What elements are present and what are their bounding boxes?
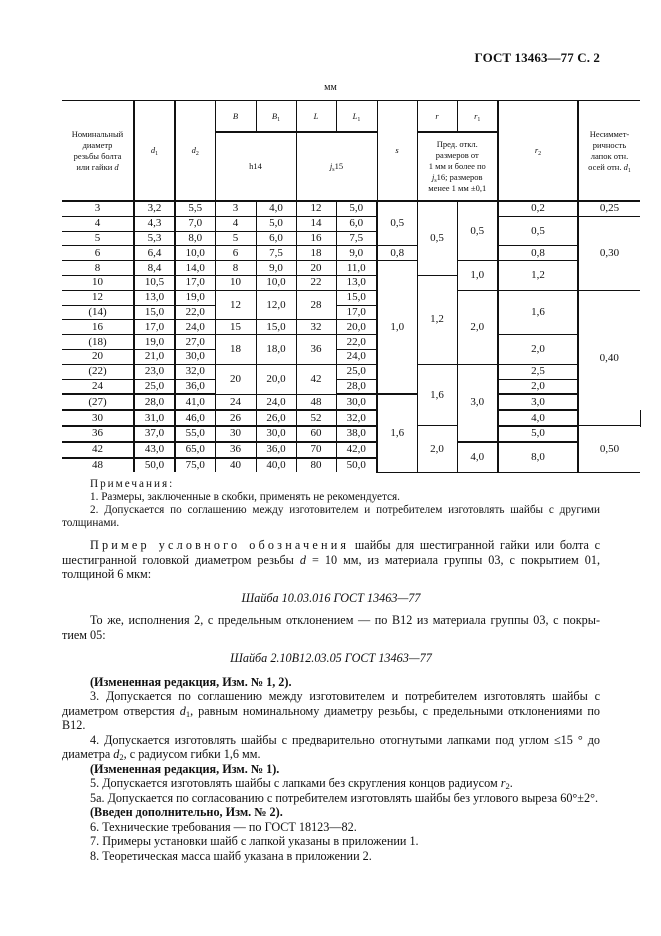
table-row: 36 37,0 55,0 30 30,0 60 38,0 2,0 5,0 0,50 [62, 426, 640, 442]
col-header-nominal: Номинальный диаметр резьбы болта или гайки d [62, 101, 134, 202]
col-header-B: B [215, 101, 256, 133]
designation-2: Шайба 2.10B12.03.05 ГОСТ 13463—77 [230, 651, 432, 665]
table-row: 42 43,0 65,0 36 36,0 70 42,0 4,0 8,0 [62, 442, 640, 458]
col-header-r1: $r_1$ [457, 101, 498, 133]
col-header-L1: $L_1$ [336, 101, 377, 133]
clause-5a: 5а. Допускается по согласованию с потребителем изготовлять шайбы без углового выреза 60°±2°. [90, 790, 598, 805]
table-row: 3 3,2 5,5 3 4,0 12 5,0 0,5 0,5 0,5 0,2 0,25 [62, 201, 640, 216]
example-lead: Пример условного обозначения [90, 538, 350, 552]
designation-1: Шайба 10.03.016 ГОСТ 13463—77 [241, 590, 421, 605]
table-row: (22) 23,0 32,0 20 20,0 42 25,0 1,6 3,0 2,5 [62, 364, 640, 379]
col-header-B1: $B_1$ [256, 101, 296, 133]
notes-heading: Примечания: [90, 478, 175, 490]
tolerance-r-note: Пред. откл. размеров от 1 мм и более по $j_s16$; размеров менее 1 мм ±0,1 [417, 132, 498, 201]
clause-3: 3. Допускается по соглашению между изготовителем и потребителем изготовлять шайбы с диаметром отверстия $d_1$, равным номинальному диаметру резьбы, с предельными отклонениями по B12. [62, 689, 600, 732]
clause-8: 8. Теоретическая масса шайб указана в приложении 2. [90, 848, 372, 863]
table-row: 10 10,5 17,0 10 10,0 22 13,0 1,2 [62, 275, 640, 290]
designation-example: Пример условного обозначения шайбы для шестигранной гайки или болта с шестигранной головкой диаметром резьбы d = 10 мм, из материала группы 03, с покрытием 01, толщиной 6 мкм: Шайба 10.03.016 ГОСТ 13463—77 То же, исполнения 2, с предельным отклонением — по B12 из материала группы 03, с покры-тием 05: Шайба 2.10B12.03.05 ГОСТ 13463—77 (Измененная редакция, Изм. № 1, 2). 3. Допускается по соглашению между изготовителем и потребителем изготовлять шайбы с диаметром отверстия $d_1$, равным номинальному диаметру резьбы, с предельными отклонениями по B12. 4. Допускается изготовлять шайбы с предварительно отогнутыми лапками под углом ≤15 ° до диаметра $d_2$, с радиусом гибки 1,6 мм. (Измененная редакция, Изм. № 1). 5. Допускается изготовлять шайбы с лапками без скругления концов радиусом $r_2$. 5а. Допускается по согласованию с потребителем изготовлять шайбы без углового выреза 60°±2°. (Введен дополнительно, Изм. № 2). 6. Технические требования — по ГОСТ 18123—82. 7. Примеры установки шайб с лапкой указаны в приложении 1. 8. Теоретическая масса шайб указана в приложении 2. [62, 538, 600, 863]
col-header-asymmetry: Несиммет- ричность лапок отн. осей отн. $d_1$ [578, 101, 640, 202]
tolerance-h14: h14 [215, 132, 296, 201]
notes-section [62, 478, 600, 530]
amendment-note: (Измененная редакция, Изм. № 1). [90, 761, 280, 776]
table-row: 8 8,4 14,0 8 9,0 20 11,0 1,0 1,0 1,2 [62, 261, 640, 276]
clause-7: 7. Примеры установки шайб с лапкой указаны в приложении 1. [90, 834, 419, 848]
col-header-r: r [417, 101, 457, 133]
table-row: (27) 28,0 41,0 24 24,0 48 30,0 1,6 3,0 [62, 394, 640, 410]
amendment-note: (Введен дополнительно, Изм. № 2). [90, 805, 283, 819]
table-row: 12 13,0 19,0 12 12,0 28 15,0 2,0 1,6 0,40 [62, 290, 640, 305]
col-header-d1: $d_1$ [134, 101, 175, 202]
table-row: 48 50,0 75,0 40 40,0 80 50,0 [62, 458, 640, 473]
tolerance-js15: $j_s15$ [296, 132, 377, 201]
table-row: (14) 15,0 22,0 17,0 [62, 305, 640, 320]
clause-5: 5. Допускается изготовлять шайбы с лапками без скругления концов радиусом $r_2$. [90, 776, 513, 791]
amendment-note: (Измененная редакция, Изм. № 1, 2). [90, 674, 292, 689]
same-example-text: То же, исполнения 2, с предельным отклонением — по B12 из материала группы 03, с покры-тием 05: [62, 613, 600, 642]
col-header-s: s [377, 101, 417, 202]
clause-6: 6. Технические требования — по ГОСТ 18123—82. [90, 819, 357, 834]
page-title: ГОСТ 13463—77 С. 2 [474, 50, 600, 65]
washer-dimensions-table [62, 100, 640, 473]
table-row: 6 6,4 10,0 6 7,5 18 9,0 0,8 0,8 [62, 246, 640, 261]
table-row: 24 25,0 36,0 28,0 2,0 [62, 379, 640, 394]
note-item: 1. Размеры, заключенные в скобки, применять не рекомендуется. [90, 491, 400, 503]
units-label: мм [324, 82, 337, 93]
col-header-L: L [296, 101, 336, 133]
table-row: 30 31,0 46,0 26 26,0 52 32,0 4,0 [62, 410, 640, 426]
clause-4: 4. Допускается изготовлять шайбы с предварительно отогнутыми лапками под углом ≤15 ° до диаметра $d_2$, с радиусом гибки 1,6 мм. [62, 732, 600, 762]
table-row: 4 4,3 7,0 4 5,0 14 6,0 0,5 0,30 [62, 216, 640, 231]
table-row: 20 21,0 30,0 24,0 [62, 349, 640, 364]
table-body [62, 201, 640, 472]
col-header-r2: $r_2$ [498, 101, 578, 202]
note-item: 2. Допускается по соглашению между изготовителем и потребителем изготовлять шайбы с другими толщинами. [62, 504, 600, 529]
table-row: (18) 19,0 27,0 18 18,0 36 22,0 2,0 [62, 335, 640, 350]
col-header-d2: $d_2$ [175, 101, 215, 202]
table-row: 16 17,0 24,0 15 15,0 32 20,0 [62, 320, 640, 335]
table-row: 5 5,3 8,0 5 6,0 16 7,5 [62, 231, 640, 246]
